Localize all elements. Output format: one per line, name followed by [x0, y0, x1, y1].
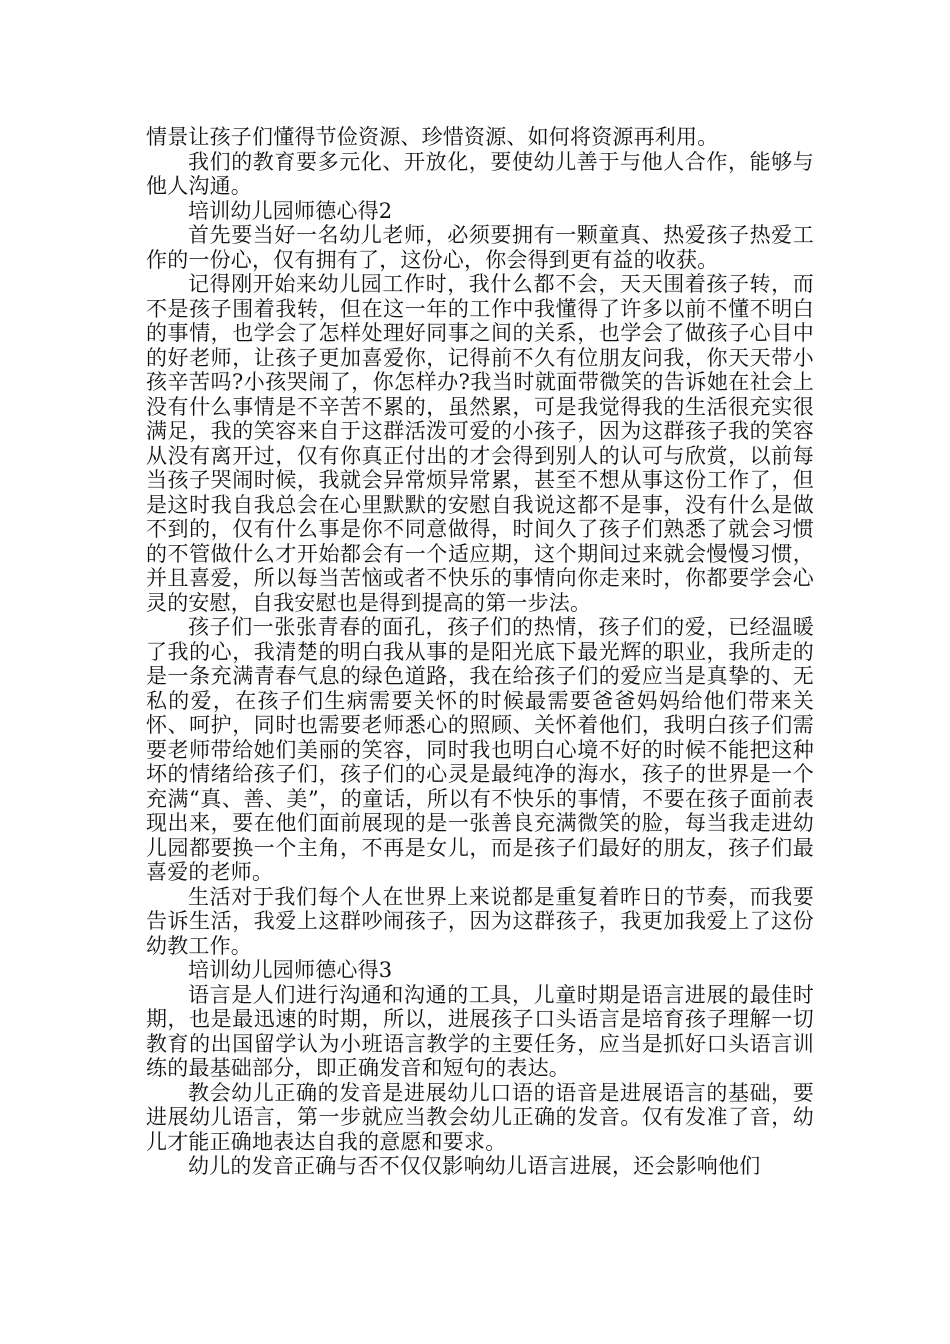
paragraph: 生活对于我们每个人在世界上来说都是重复着昨日的节奏，而我要告诉生活，我爱上这群吵闹孩子，因为这群孩子，我更加我爱上了这份幼教工作。: [146, 884, 814, 958]
paragraph: 教会幼儿正确的发音是进展幼儿口语的语音是进展语言的基础，要进展幼儿语言，第一步就应当教会幼儿正确的发音。仅有发准了音，幼儿才能正确地表达自我的意愿和要求。: [146, 1080, 814, 1154]
paragraph: 首先要当好一名幼儿老师，必须要拥有一颗童真、热爱孩子热爱工作的一份心，仅有拥有了，这份心，你会得到更有益的收获。: [146, 223, 814, 272]
paragraph: 语言是人们进行沟通和沟通的工具，儿童时期是语言进展的最佳时期，也是最迅速的时期，所以，进展孩子口头语言是培育孩子理解一切教育的出国留学认为小班语言教学的主要任务，应当是抓好口头语言训练的最基础部分，即正确发音和短句的表达。: [146, 982, 814, 1080]
paragraph: 孩子们一张张青春的面孔，孩子们的热情，孩子们的爱，已经温暖了我的心，我清楚的明白我从事的是阳光底下最光辉的职业，我所走的是一条充满青春气息的绿色道路，我在给孩子们的爱应当是真挚的、无私的爱，在孩子们生病需要关怀的时候最需要爸爸妈妈给他们带来关怀、呵护，同时也需要老师悉心的照顾、关怀着他们，我明白孩子们需要老师带给她们美丽的笑容，同时我也明白心境不好的时候不能把这种坏的情绪给孩子们，孩子们的心灵是最纯净的海水，孩子的世界是一个充满“真、善、美”，的童话，所以有不快乐的事情，不要在孩子面前表现出来，要在他们面前展现的是一张善良充满微笑的脸，每当我走进幼儿园都要换一个主角，不再是女儿，而是孩子们最好的朋友，孩子们最喜爱的老师。: [146, 615, 814, 884]
section-heading: 培训幼儿园师德心得2: [188, 198, 393, 223]
section-heading: 培训幼儿园师德心得3: [188, 958, 393, 982]
paragraph: 我们的教育要多元化、开放化，要使幼儿善于与他人合作，能够与他人沟通。: [146, 149, 814, 198]
paragraph: 记得刚开始来幼儿园工作时，我什么都不会，天天围着孩子转，而不是孩子围着我转，但在这一年的工作中我懂得了许多以前不懂不明白的事情，也学会了怎样处理好同事之间的关系，也学会了做孩子心目中的好老师，让孩子更加喜爱你，记得前不久有位朋友问我，你天天带小孩辛苦吗?小孩哭闹了，你怎样办?我当时就面带微笑的告诉她在社会上没有什么事情是不辛苦不累的，虽然累，可是我觉得我的生活很充实很满足，我的笑容来自于这群活泼可爱的小孩子，因为这群孩子我的笑容从没有离开过，仅有你真正付出的才会得到别人的认可与欣赏，以前每当孩子哭闹时候，我就会异常烦异常累，甚至不想从事这份工作了，但是这时我自我总会在心里默默的安慰自我说这都不是事，没有什么是做不到的，仅有什么事是你不同意做得，时间久了孩子们熟悉了就会习惯的不管做什么才开始都会有一个适应期，这个期间过来就会慢慢习惯，并且喜爱，所以每当苦恼或者不快乐的事情向你走来时，你都要学会心灵的安慰，自我安慰也是得到提高的第一步法。: [146, 272, 814, 615]
document-body: [146, 125, 814, 1179]
paragraph: 幼儿的发音正确与否不仅仅影响幼儿语言进展，还会影响他们: [188, 1154, 761, 1178]
paragraph: 情景让孩子们懂得节俭资源、珍惜资源、如何将资源再利用。: [146, 125, 719, 149]
